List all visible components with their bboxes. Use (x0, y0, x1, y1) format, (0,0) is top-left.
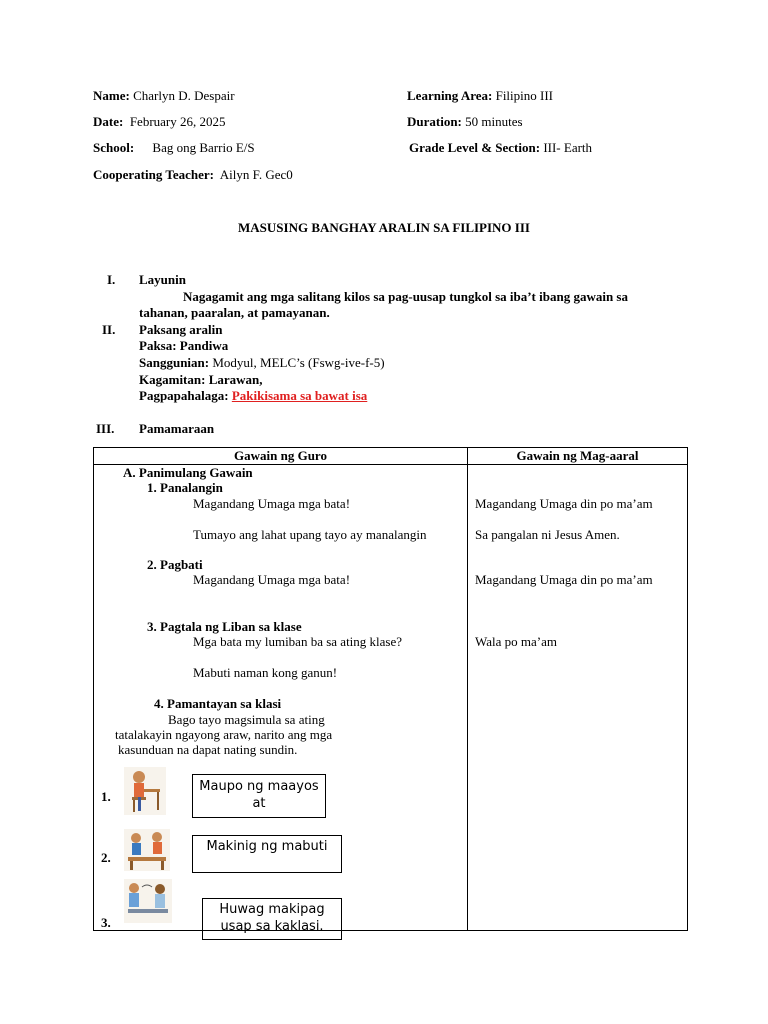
sanggunian-label: Sanggunian: (139, 355, 210, 370)
student-line-greeting-2: Magandang Umaga din po ma’am (475, 572, 653, 587)
sanggunian-line (139, 355, 385, 371)
rule-1-box: Maupo ng maayos at (192, 774, 326, 818)
learning-area-value: Filipino III (495, 88, 554, 103)
name-label: Name: (93, 88, 130, 103)
teacher-line-good: Mabuti naman kong ganun! (193, 665, 338, 680)
objective-text-line2: tahanan, paaralan, at pamayanan. (139, 305, 330, 320)
part-a-heading: A. Panimulang Gawain (123, 465, 253, 480)
date-line (93, 114, 226, 130)
teacher-value: Ailyn F. Gec0 (219, 167, 293, 182)
listening-students-illustration (124, 829, 170, 871)
name-value: Charlyn D. Despair (133, 88, 235, 103)
teacher-line (93, 167, 293, 183)
talking-students-illustration (124, 879, 172, 923)
rules-intro-line2: tatalakayin ngayong araw, narito ang mga (115, 727, 333, 742)
school-line (93, 140, 255, 156)
section-1-number: I. (107, 272, 116, 287)
teacher-line-absent: Mga bata my lumiban ba sa ating klase? (193, 634, 403, 649)
teacher-line-prayer: Tumayo ang lahat upang tayo ay manalangin (193, 527, 427, 542)
grade-label: Grade Level & Section: (409, 140, 541, 155)
teacher-activities-cell (94, 465, 468, 934)
learning-area-line (407, 88, 553, 104)
date-label: Date: (93, 114, 124, 129)
pagpapahalaga-label: Pagpapahalaga: (139, 388, 229, 403)
lesson-table (93, 447, 688, 934)
section-3-title: Pamamaraan (139, 421, 215, 436)
sanggunian-value: Modyul, MELC’s (Fswg-ive-f-5) (212, 355, 385, 370)
rule-3-number: 3. (101, 915, 111, 930)
section-1-title: Layunin (139, 272, 186, 287)
rules-intro-line3: kasunduan na dapat nating sundin. (118, 742, 298, 757)
grade-line (409, 140, 592, 156)
rule-3-box: Huwag makipag usap sa kaklasi. (202, 898, 342, 940)
teacher-column-header: Gawain ng Guro (94, 448, 468, 465)
teacher-line-greeting-2: Magandang Umaga mga bata! (193, 572, 351, 587)
teacher-label: Cooperating Teacher: (93, 167, 214, 182)
step-pagtala: 3. Pagtala ng Liban sa klase (147, 619, 302, 634)
section-3-number: III. (96, 421, 115, 436)
sitting-student-illustration (124, 767, 166, 815)
rule-2-number: 2. (101, 850, 111, 865)
step-panalangin: 1. Panalangin (147, 480, 223, 495)
teacher-line-greeting: Magandang Umaga mga bata! (193, 496, 351, 511)
name-line (93, 88, 235, 104)
student-column-header: Gawain ng Mag-aaral (468, 448, 688, 465)
student-line-none-absent: Wala po ma’am (475, 634, 557, 649)
step-pamantayan: 4. Pamantayan sa klasi (154, 696, 282, 711)
paksa-line: Paksa: Pandiwa (139, 338, 229, 353)
kagamitan-line: Kagamitan: Larawan, (139, 372, 263, 387)
duration-label: Duration: (407, 114, 462, 129)
duration-line (407, 114, 523, 130)
student-activities-cell (468, 465, 688, 931)
section-2-number: II. (102, 322, 116, 337)
student-line-greeting: Magandang Umaga din po ma’am (475, 496, 653, 511)
rule-1-number: 1. (101, 789, 111, 804)
pagpapahalaga-value: Pakikisama sa bawat isa (231, 388, 368, 403)
step-pagbati: 2. Pagbati (147, 557, 203, 572)
rule-2-box: Makinig ng mabuti (192, 835, 342, 873)
document-title: MASUSING BANGHAY ARALIN SA FILIPINO III (238, 220, 530, 235)
grade-value: III- Earth (543, 140, 593, 155)
date-value: February 26, 2025 (129, 114, 226, 129)
pagpapahalaga-line (139, 388, 367, 404)
rules-intro-line1: Bago tayo magsimula sa ating (168, 712, 325, 727)
learning-area-label: Learning Area: (407, 88, 493, 103)
section-2-title: Paksang aralin (139, 322, 223, 337)
duration-value: 50 minutes (465, 114, 523, 129)
objective-text-line1: Nagagamit ang mga salitang kilos sa pag-uusap tungkol sa iba’t ibang gawain sa (183, 289, 628, 304)
student-line-amen: Sa pangalan ni Jesus Amen. (475, 527, 620, 542)
school-label: School: (93, 140, 135, 155)
school-value: Bag ong Barrio E/S (152, 140, 255, 155)
